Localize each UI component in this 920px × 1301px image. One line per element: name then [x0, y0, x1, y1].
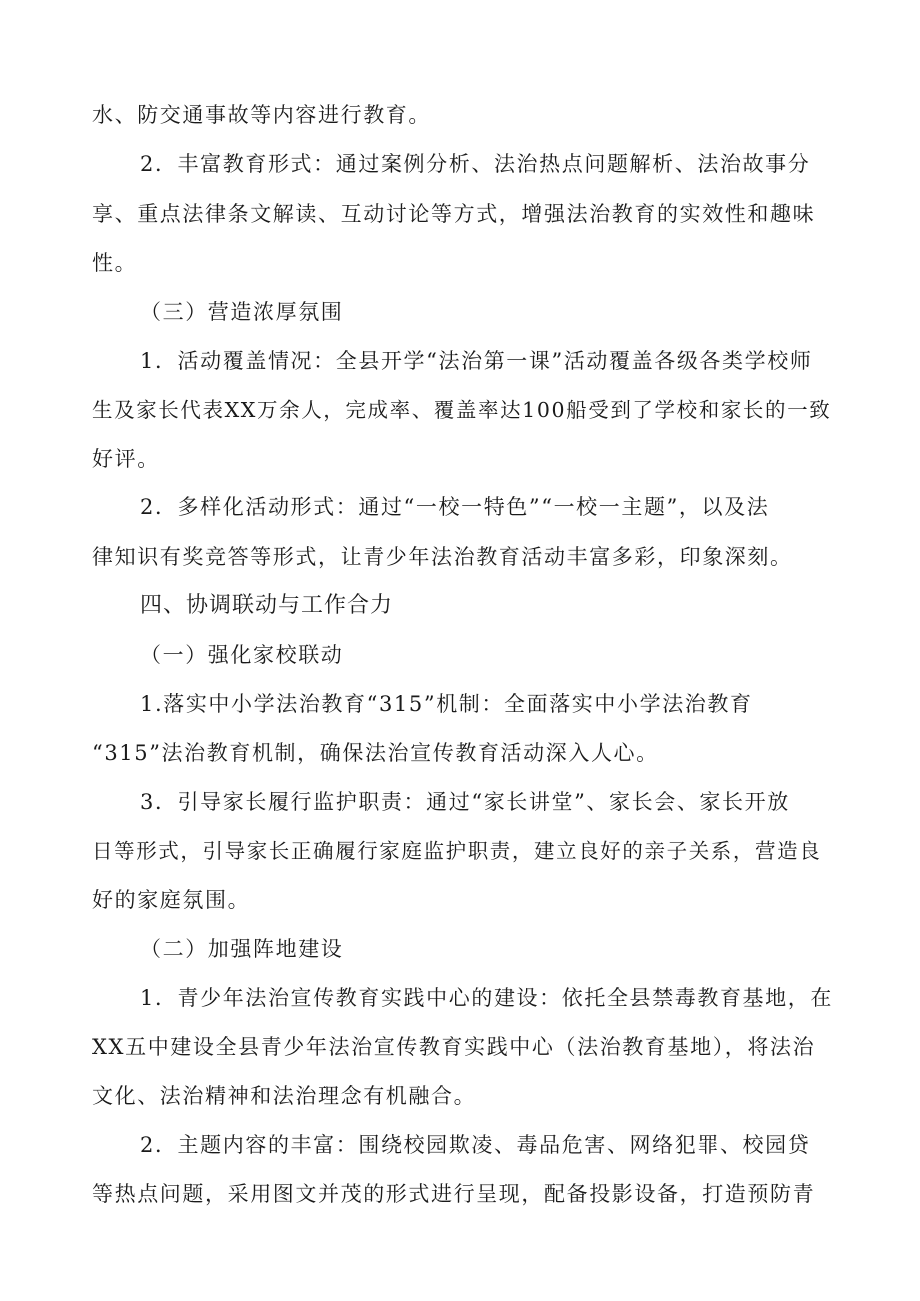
- list-item-line: 1．活动覆盖情况：全县开学“法治第一课”活动覆盖各级各类学校师: [140, 349, 813, 373]
- body-text-line: 律知识有奖竞答等形式，让青少年法治教育活动丰富多彩，印象深刻。: [92, 545, 793, 569]
- subsection-heading: （一）强化家校联动: [140, 643, 344, 667]
- body-text-line: 等热点问题，采用图文并茂的形式进行呈现，配备投影设备，打造预防青: [92, 1182, 816, 1206]
- list-item-line: 3．引导家长履行监护职责：通过“家长讲堂”、家长会、家长开放: [140, 790, 790, 814]
- body-text-line: “315”法治教育机制，确保法治宣传教育活动深入人心。: [92, 741, 659, 765]
- list-item-line: 1．青少年法治宣传教育实践中心的建设：依托全县禁毒教育基地，在: [140, 986, 833, 1010]
- list-item-line: 2．丰富教育形式：通过案例分析、法治热点问题解析、法治故事分: [140, 152, 811, 176]
- body-text-line: 文化、法治精神和法治理念有机融合。: [92, 1084, 477, 1108]
- body-text-line: 享、重点法律条文解读、互动讨论等方式，增强法治教育的实效性和趣味: [92, 202, 816, 226]
- body-text-line: 性。: [92, 251, 138, 275]
- body-text-line: 水、防交通事故等内容进行教育。: [92, 103, 431, 127]
- subsection-heading: （三）营造浓厚氛围: [140, 300, 344, 324]
- list-item-line: 2．多样化活动形式：通过“一校一特色”“一校一主题”，以及法: [140, 495, 770, 519]
- body-text-line: 好评。: [92, 447, 160, 471]
- section-heading: 四、协调联动与工作合力: [140, 593, 394, 618]
- body-text-line: 生及家长代表XX万余人，完成率、覆盖率达100船受到了学校和家长的一致: [92, 398, 832, 422]
- body-text-line: 日等形式，引导家长正确履行家庭监护职责，建立良好的亲子关系，营造良: [92, 839, 822, 863]
- list-item-line: 1.落实中小学法治教育“315”机制：全面落实中小学法治教育: [140, 692, 753, 716]
- body-text-line: 好的家庭氛围。: [92, 888, 251, 912]
- list-item-line: 2．主题内容的丰富：围绕校园欺凌、毒品危害、网络犯罪、校园贷: [140, 1133, 811, 1157]
- subsection-heading: （二）加强阵地建设: [140, 937, 344, 961]
- body-text-line: XX五中建设全县青少年法治宣传教育实践中心（法治教育基地），将法治: [92, 1035, 816, 1059]
